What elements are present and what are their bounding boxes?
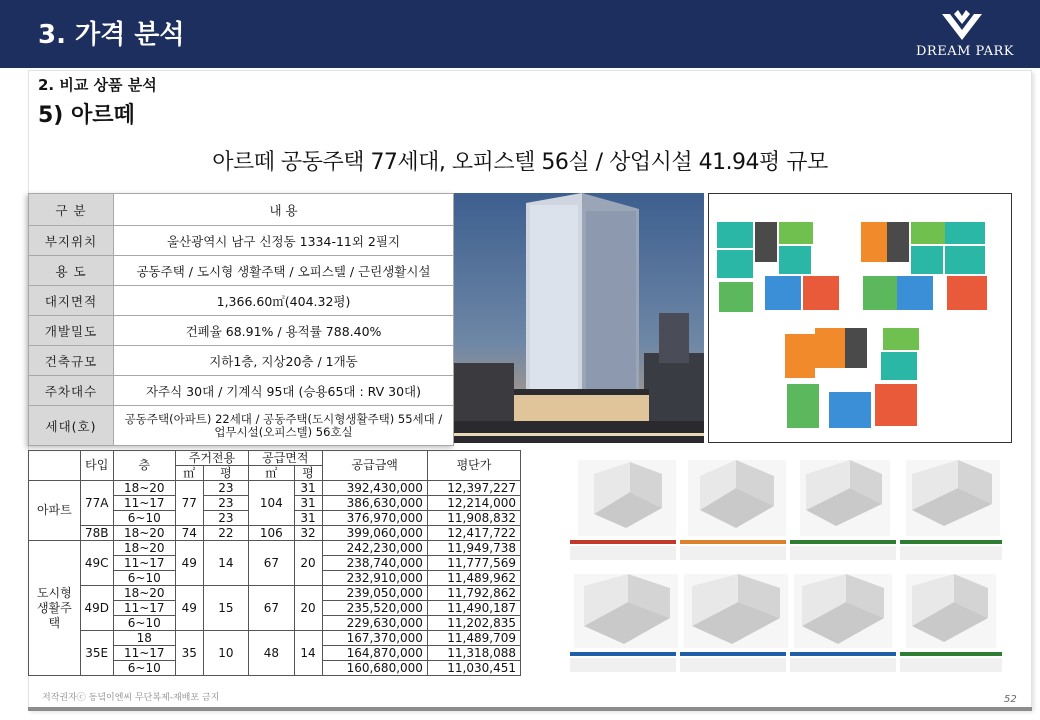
logo-text: DREAM PARK <box>916 44 1014 59</box>
summary-key: 용 도 <box>29 256 114 286</box>
table-row <box>29 586 521 601</box>
amount-cell: 376,970,000 <box>322 511 427 526</box>
logo-emblem-icon <box>940 8 984 42</box>
price-table <box>28 450 521 676</box>
summary-row <box>29 346 454 376</box>
table-row <box>29 541 521 556</box>
supply-pyeong-cell: 31 <box>294 496 322 511</box>
floor-cell: 6~10 <box>113 571 175 586</box>
exclusive-pyeong-cell: 14 <box>203 541 248 586</box>
summary-value: 지하1층, 지상20층 / 1개동 <box>114 346 454 376</box>
amount-cell: 242,230,000 <box>322 541 427 556</box>
group-label: 아파트 <box>29 481 81 541</box>
summary-row <box>29 286 454 316</box>
floor-cell: 6~10 <box>113 511 175 526</box>
supply-area-header: 공급면적 <box>249 451 322 466</box>
supply-pyeong-cell: 20 <box>294 541 322 586</box>
supply-sqm-cell: 67 <box>249 586 294 631</box>
amount-cell: 399,060,000 <box>322 526 427 541</box>
exclusive-sqm-cell: 35 <box>175 631 203 676</box>
unit-price-cell: 12,417,722 <box>427 526 520 541</box>
bottom-divider <box>28 707 1032 711</box>
unit-price-cell: 12,214,000 <box>427 496 520 511</box>
amount-cell: 235,520,000 <box>322 601 427 616</box>
floor-cell: 11~17 <box>113 601 175 616</box>
amount-cell: 238,740,000 <box>322 556 427 571</box>
type-cell: 78B <box>80 526 113 541</box>
summary-value: 자주식 30대 / 기계식 95대 (승용65대 : RV 30대) <box>114 376 454 406</box>
supply-pyeong-cell: 31 <box>294 511 322 526</box>
copyright-note: 저작권자ⓒ 동녘이엔씨 무단복제-재배포 금지 <box>42 693 220 703</box>
summary-value: 건폐율 68.91% / 용적률 788.40% <box>114 316 454 346</box>
exclusive-pyeong-cell: 22 <box>203 526 248 541</box>
summary-key: 개발밀도 <box>29 316 114 346</box>
summary-key: 대지면적 <box>29 286 114 316</box>
table-row <box>29 631 521 646</box>
exclusive-pyeong-cell: 23 <box>203 496 248 511</box>
page-number: 52 <box>1004 694 1017 705</box>
summary-value: 울산광역시 남구 신정동 1334-11외 2필지 <box>114 226 454 256</box>
summary-key: 부지위치 <box>29 226 114 256</box>
summary-value: 공동주택 / 도시형 생활주택 / 오피스텔 / 근린생활시설 <box>114 256 454 286</box>
exclusive-sqm-cell: 49 <box>175 586 203 631</box>
floor-cell: 18~20 <box>113 481 175 496</box>
exclusive-pyeong-header: 평 <box>203 466 248 481</box>
unit-price-cell: 11,777,569 <box>427 556 520 571</box>
summary-key: 주차대수 <box>29 376 114 406</box>
supply-pyeong-cell: 14 <box>294 631 322 676</box>
amount-cell: 167,370,000 <box>322 631 427 646</box>
amount-cell: 386,630,000 <box>322 496 427 511</box>
table-row <box>29 481 521 496</box>
type-cell: 77A <box>80 481 113 526</box>
unit-price-cell: 11,489,962 <box>427 571 520 586</box>
amount-cell: 164,870,000 <box>322 646 427 661</box>
amount-cell: 160,680,000 <box>322 661 427 676</box>
amount-cell: 229,630,000 <box>322 616 427 631</box>
type-cell: 49D <box>80 586 113 631</box>
supply-pyeong-cell: 20 <box>294 586 322 631</box>
unit-price-cell: 11,792,862 <box>427 586 520 601</box>
floor-cell: 18 <box>113 631 175 646</box>
summary-value: 내 용 <box>114 194 454 226</box>
floor-cell: 18~20 <box>113 541 175 556</box>
unit-plan-gallery <box>566 456 1002 680</box>
floor-cell: 11~17 <box>113 496 175 511</box>
supply-sqm-cell: 67 <box>249 541 294 586</box>
supply-pyeong-cell: 31 <box>294 481 322 496</box>
summary-key: 건축규모 <box>29 346 114 376</box>
summary-row <box>29 256 454 286</box>
floor-plan-figure <box>708 193 1012 443</box>
exclusive-sqm-cell: 49 <box>175 541 203 586</box>
headline: 아르떼 공동주택 77세대, 오피스텔 56실 / 상업시설 41.94평 규모 <box>212 150 828 175</box>
item-title: 5) 아르떼 <box>38 103 135 128</box>
floor-cell: 6~10 <box>113 661 175 676</box>
floor-cell: 18~20 <box>113 586 175 601</box>
table-row <box>29 526 521 541</box>
exclusive-sqm-cell: 74 <box>175 526 203 541</box>
summary-row <box>29 376 454 406</box>
unit-price-cell: 11,318,088 <box>427 646 520 661</box>
floor-cell: 11~17 <box>113 556 175 571</box>
exclusive-area-header: 주거전용 <box>175 451 248 466</box>
type-header: 타입 <box>80 451 113 481</box>
exclusive-pyeong-cell: 10 <box>203 631 248 676</box>
unit-price-cell: 11,202,835 <box>427 616 520 631</box>
supply-sqm-cell: 48 <box>249 631 294 676</box>
unit-price-cell: 12,397,227 <box>427 481 520 496</box>
amount-cell: 392,430,000 <box>322 481 427 496</box>
supply-sqm-header: ㎡ <box>249 466 294 481</box>
exclusive-sqm-cell: 77 <box>175 481 203 526</box>
group-label: 도시형 생활주 택 <box>29 541 81 676</box>
exclusive-pyeong-cell: 23 <box>203 511 248 526</box>
summary-value: 공동주택(아파트) 22세대 / 공동주택(도시형생활주택) 55세대 / 업무시설(오피스텔) 56호실 <box>114 406 454 446</box>
floor-cell: 6~10 <box>113 616 175 631</box>
unit-price-cell: 11,489,709 <box>427 631 520 646</box>
sub-section-title: 2. 비교 상품 분석 <box>38 76 157 94</box>
empty-header-cell <box>29 451 81 481</box>
unit-price-cell: 11,490,187 <box>427 601 520 616</box>
unit-price-header: 평단가 <box>427 451 520 481</box>
header-bar <box>0 0 1040 68</box>
type-cell: 49C <box>80 541 113 586</box>
section-title: 3. 가격 분석 <box>38 20 185 50</box>
floor-header: 층 <box>113 451 175 481</box>
table-header-row <box>29 451 521 466</box>
summary-key: 세대(호) <box>29 406 114 446</box>
amount-cell: 239,050,000 <box>322 586 427 601</box>
summary-value: 1,366.60㎡(404.32평) <box>114 286 454 316</box>
exclusive-pyeong-cell: 23 <box>203 481 248 496</box>
unit-price-cell: 11,949,738 <box>427 541 520 556</box>
summary-row <box>29 226 454 256</box>
supply-pyeong-header: 평 <box>294 466 322 481</box>
type-cell: 35E <box>80 631 113 676</box>
floor-cell: 18~20 <box>113 526 175 541</box>
summary-key: 구 분 <box>29 194 114 226</box>
exclusive-sqm-header: ㎡ <box>175 466 203 481</box>
amount-cell: 232,910,000 <box>322 571 427 586</box>
unit-price-cell: 11,030,451 <box>427 661 520 676</box>
amount-header: 공급금액 <box>322 451 427 481</box>
supply-sqm-cell: 104 <box>249 481 294 526</box>
unit-plan-card <box>570 460 676 560</box>
summary-row <box>29 406 454 446</box>
supply-pyeong-cell: 32 <box>294 526 322 541</box>
summary-row <box>29 316 454 346</box>
dream-park-logo <box>900 6 1030 64</box>
exclusive-pyeong-cell: 15 <box>203 586 248 631</box>
supply-sqm-cell: 106 <box>249 526 294 541</box>
floor-cell: 11~17 <box>113 646 175 661</box>
building-rendering <box>454 193 704 443</box>
summary-row <box>29 194 454 226</box>
summary-table <box>28 193 454 446</box>
unit-price-cell: 11,908,832 <box>427 511 520 526</box>
